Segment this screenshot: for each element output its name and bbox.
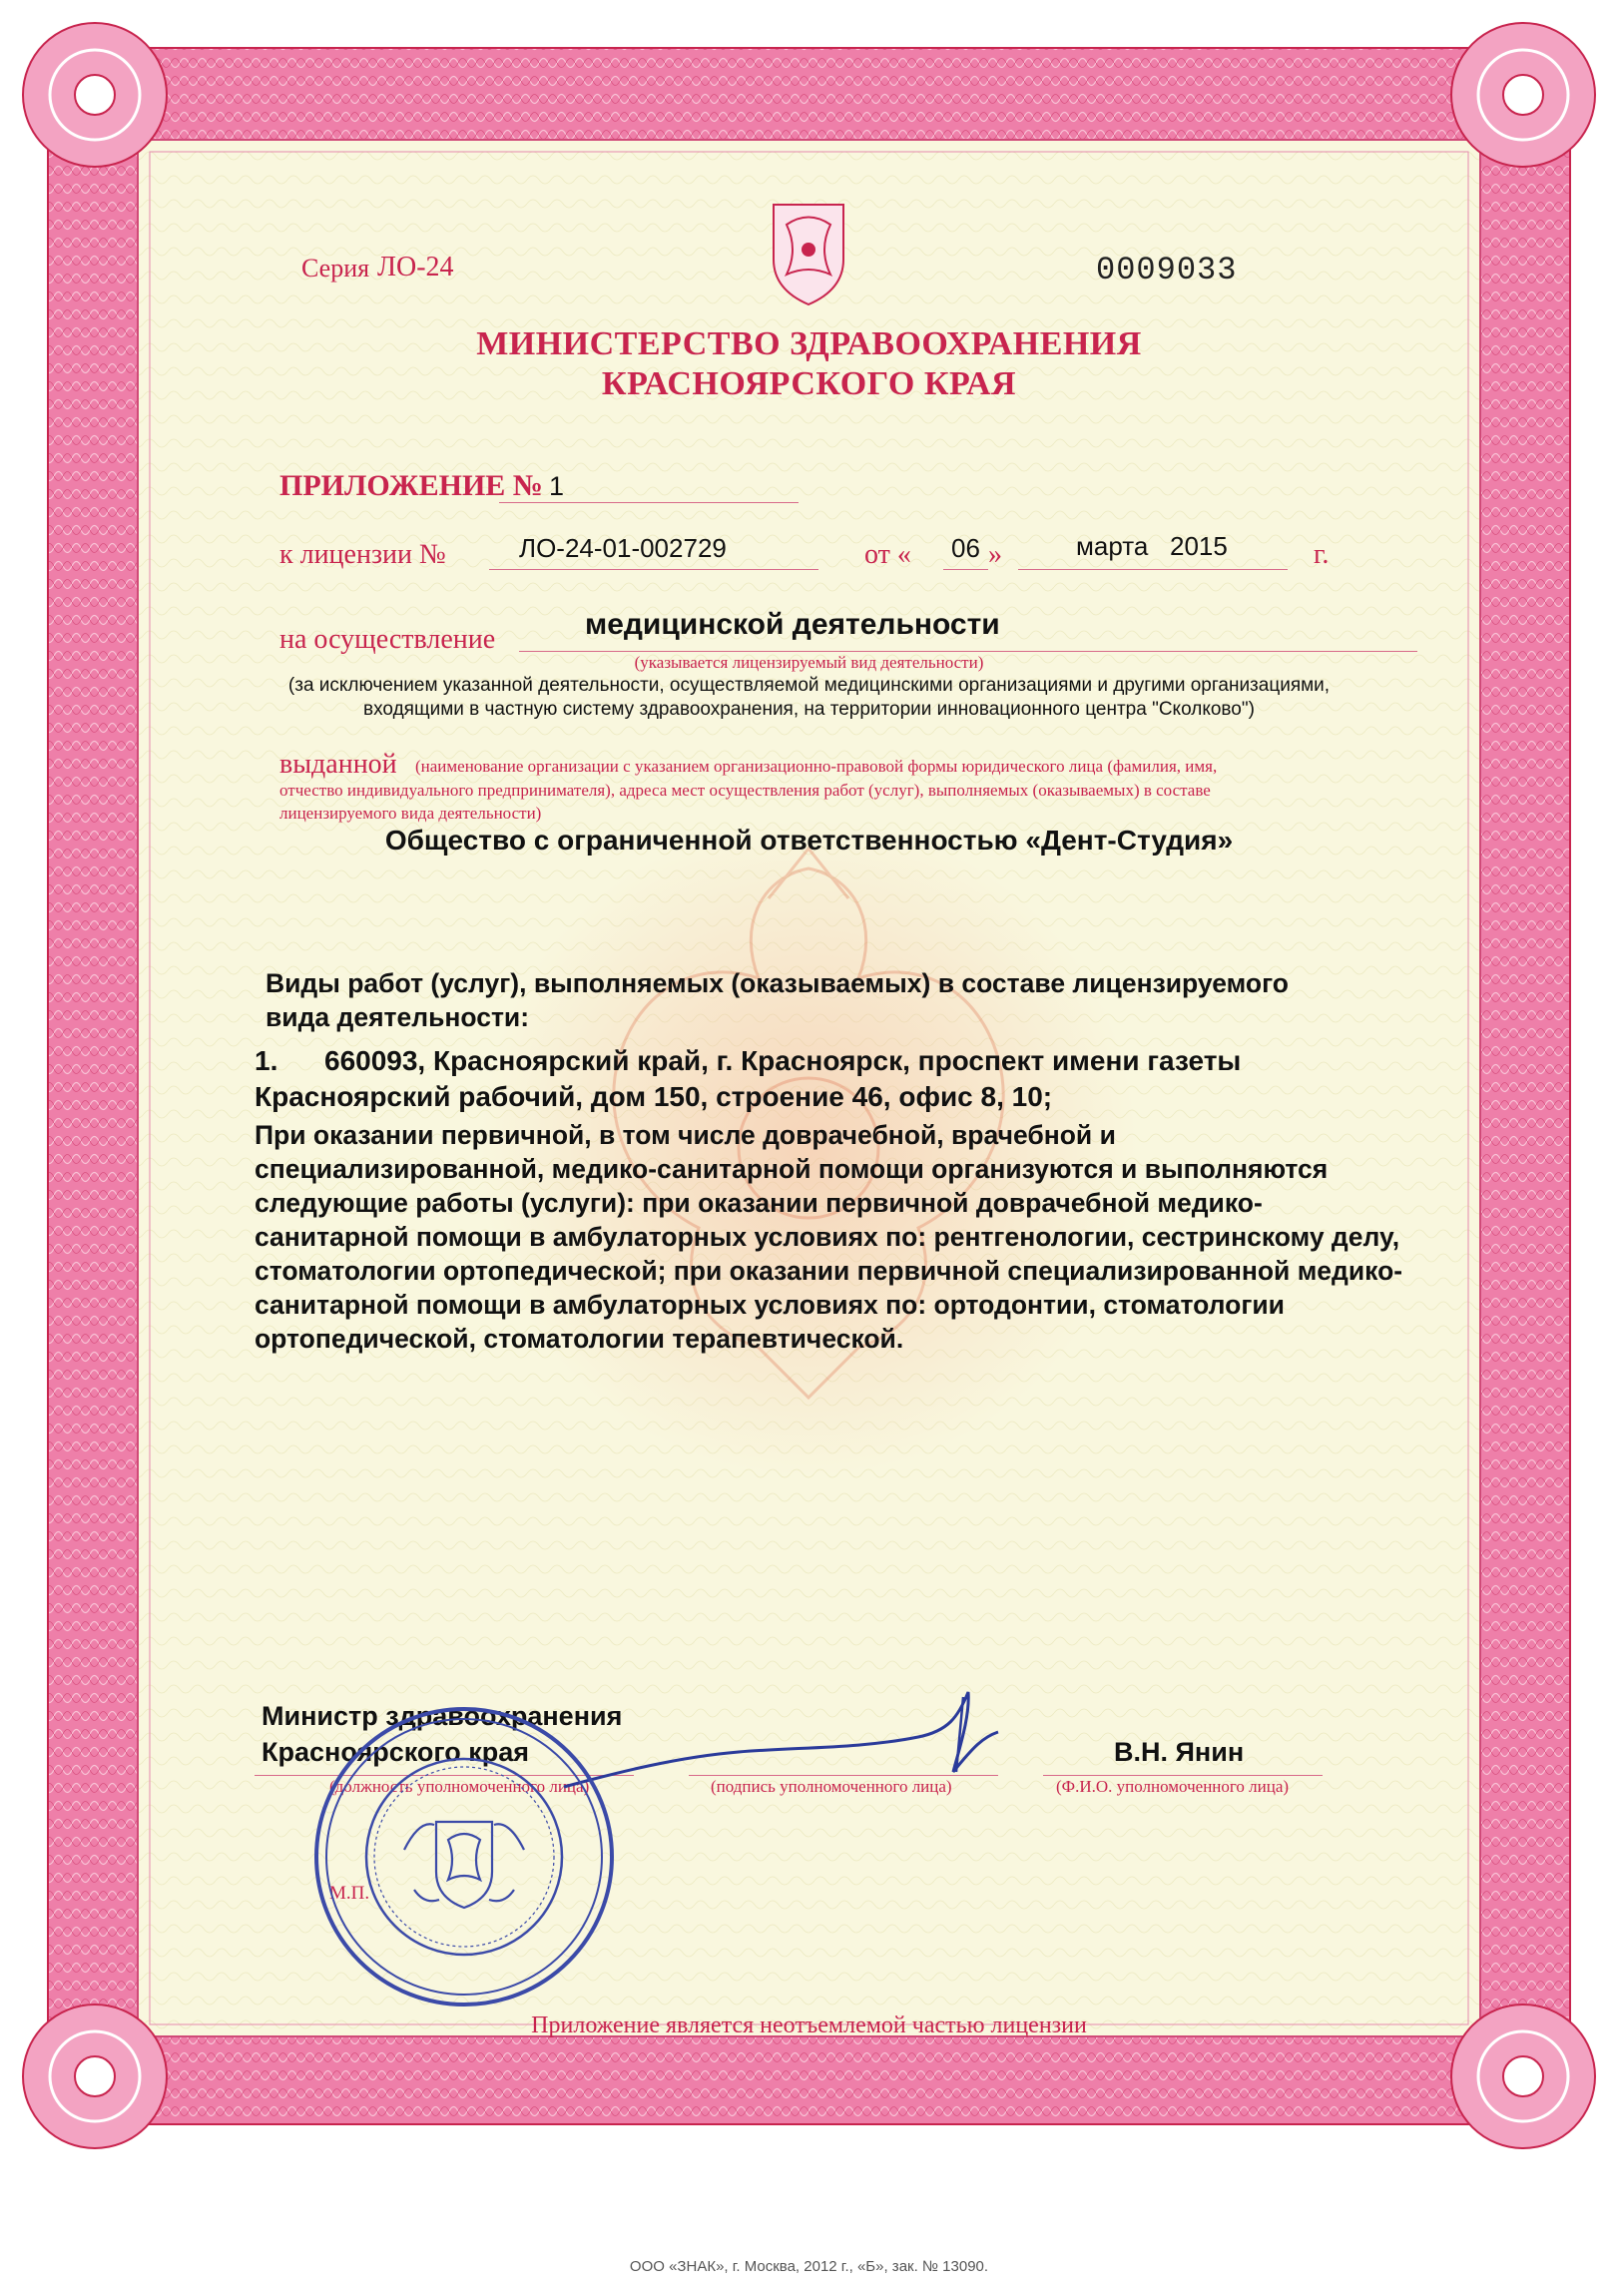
works-line: специализированной, медико-санитарной помощи организуются и выполняются xyxy=(255,1154,1329,1184)
stamp-place-label: М.П. xyxy=(329,1883,370,1904)
works-item-number: 1. xyxy=(255,1045,278,1076)
ministry-title-line2: КРАСНОЯРСКОГО КРАЯ xyxy=(601,365,1017,402)
license-label: к лицензии № xyxy=(279,539,446,570)
signer-position-line1: Министр здравоохранения xyxy=(262,1701,623,1731)
works-line: санитарной помощи в амбулаторных условиях по: ортодонтии, стоматологии xyxy=(255,1290,1285,1320)
integral-note: Приложение является неотъемлемой частью лицензии xyxy=(531,2012,1087,2038)
activity-exception-line2: входящими в частную систему здравоохранения, на территории инновационного центра "Сколково") xyxy=(363,699,1255,720)
organization-name: Общество с ограниченной ответственностью «Дент-Студия» xyxy=(384,825,1234,856)
works-line: следующие работы (услуги): при оказании первичной доврачебной медико- xyxy=(255,1188,1263,1218)
series-label: Серия xyxy=(301,254,370,283)
printer-imprint: ООО «ЗНАК», г. Москва, 2012 г., «Б», зак. № 13090. xyxy=(629,2258,989,2275)
license-number: ЛО-24-01-002729 xyxy=(519,533,727,563)
signer-name: В.Н. Янин xyxy=(1114,1737,1245,1767)
date-day: 06 xyxy=(951,533,980,563)
seal-emblem-icon xyxy=(404,1822,524,1908)
works-address-line2: Красноярский рабочий, дом 150, строение 46, офис 8, 10; xyxy=(255,1081,1053,1112)
signer-position-hint: (должность уполномоченного лица) xyxy=(329,1777,590,1796)
works-line: стоматологии ортопедической; при оказании первичной специализированной медико- xyxy=(255,1256,1403,1286)
activity-hint: (указывается лицензируемый вид деятельности) xyxy=(634,653,984,672)
issued-label: выданной xyxy=(279,749,397,780)
works-intro-line2: вида деятельности: xyxy=(266,1002,530,1032)
works-line: При оказании первичной, в том числе доврачебной, врачебной и xyxy=(255,1120,1116,1150)
handwritten-signature xyxy=(559,1677,1008,1817)
date-from-label: от « xyxy=(864,539,911,570)
issued-hint-line1: (наименование организации с указанием организационно-правовой формы юридического лица (фамилия, имя, xyxy=(415,757,1218,776)
works-line: санитарной помощи в амбулаторных условиях по: рентгенологии, сестринскому делу, xyxy=(255,1222,1400,1252)
date-year: 2015 xyxy=(1170,531,1228,561)
date-month: марта xyxy=(1076,531,1149,561)
official-seal xyxy=(309,1702,619,2011)
activity-exception-line1: (за исключением указанной деятельности, осуществляемой медицинскими организациями и другими организациями, xyxy=(287,675,1331,696)
issued-hint-line3: лицензируемого вида деятельности) xyxy=(279,804,542,823)
issued-hint-line2: отчество индивидуального предпринимателя), адреса мест осуществления работ (услуг), выполняемых (оказываемых) в составе xyxy=(279,781,1211,800)
signature-hint: (подпись уполномоченного лица) xyxy=(711,1777,952,1796)
signer-position-line2: Красноярского края xyxy=(262,1737,530,1767)
activity-value: медицинской деятельности xyxy=(585,608,1000,641)
appendix-label: ПРИЛОЖЕНИЕ № xyxy=(279,469,543,502)
series-value: ЛО-24 xyxy=(377,252,454,283)
works-line: ортопедической, стоматологии терапевтической. xyxy=(255,1324,904,1354)
works-address-line1: 660093, Красноярский край, г. Красноярск, проспект имени газеты xyxy=(324,1045,1242,1076)
form-number: 0009033 xyxy=(1096,252,1238,288)
date-year-suffix: г. xyxy=(1314,539,1330,570)
works-intro-line1: Виды работ (услуг), выполняемых (оказываемых) в составе лицензируемого xyxy=(266,968,1289,998)
date-day-close: » xyxy=(988,539,1002,570)
activity-label: на осуществление xyxy=(279,624,496,655)
signer-name-hint: (Ф.И.О. уполномоченного лица) xyxy=(1056,1777,1290,1796)
appendix-number: 1 xyxy=(549,471,565,501)
ministry-title-line1: МИНИСТЕРСТВО ЗДРАВООХРАНЕНИЯ xyxy=(476,325,1142,362)
